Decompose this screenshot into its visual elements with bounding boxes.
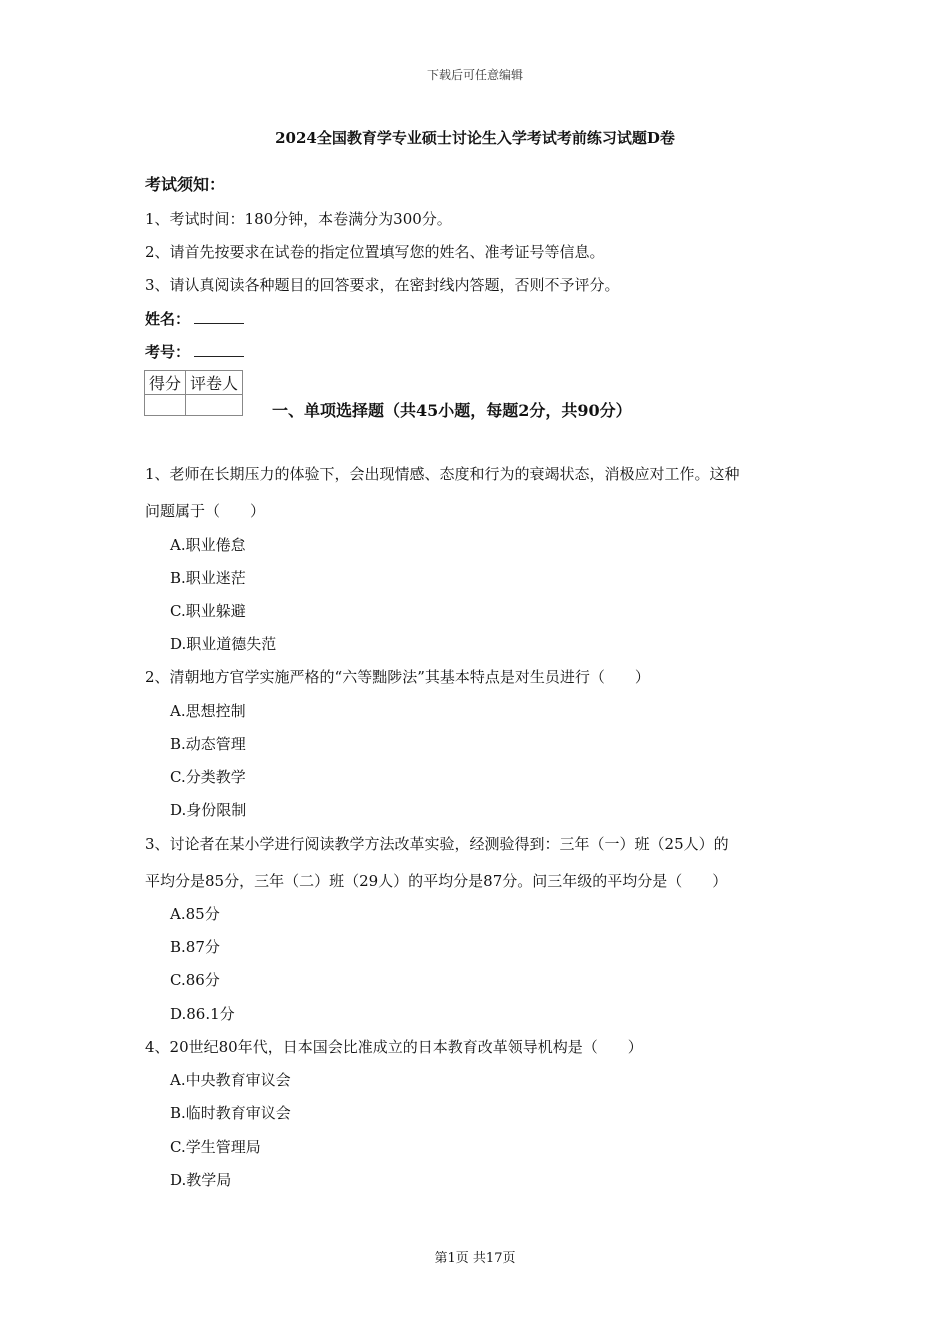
option-item: C.86分 xyxy=(170,971,220,989)
option-item: A.85分 xyxy=(170,905,220,923)
option-item: D.职业道德失范 xyxy=(170,635,277,653)
name-label: 姓名： xyxy=(145,310,191,328)
notice-item: 3、请认真阅读各种题目的回答要求，在密封线内答题，否则不予评分。 xyxy=(145,276,620,294)
score-table xyxy=(144,370,243,416)
grader-header: 评卷人 xyxy=(186,371,243,395)
option-item: A.职业倦怠 xyxy=(170,536,246,554)
option-item: D.身份限制 xyxy=(170,801,247,819)
option-item: A.中央教育审议会 xyxy=(170,1071,291,1089)
option-item: B.87分 xyxy=(170,938,220,956)
question-text: 问题属于（ ） xyxy=(145,502,266,520)
option-item: C.职业躲避 xyxy=(170,602,246,620)
question-text: 4、20世纪80年代，日本国会比准成立的日本教育改革领导机构是（ ） xyxy=(145,1038,643,1056)
question-text: 3、讨论者在某小学进行阅读教学方法改革实验，经测验得到：三年（一）班（25人）的 xyxy=(145,835,729,853)
score-header: 得分 xyxy=(145,371,186,395)
id-label: 考号： xyxy=(145,343,191,361)
id-field[interactable] xyxy=(145,341,244,362)
question-text: 1、老师在长期压力的体验下，会出现情感、态度和行为的衰竭状态，消极应对工作。这种 xyxy=(145,465,740,483)
option-item: D.86.1分 xyxy=(170,1005,235,1023)
name-field[interactable] xyxy=(145,308,244,329)
option-item: C.分类教学 xyxy=(170,768,246,786)
question-text: 2、清朝地方官学实施严格的“六等黜陟法”其基本特点是对生员进行（ ） xyxy=(145,668,650,686)
option-item: A.思想控制 xyxy=(170,702,246,720)
option-item: B.临时教育审议会 xyxy=(170,1104,291,1122)
header-note: 下载后可任意编辑 xyxy=(426,68,523,82)
name-blank[interactable] xyxy=(194,309,244,324)
id-blank[interactable] xyxy=(194,342,244,357)
option-item: B.职业迷茫 xyxy=(170,569,246,587)
page-footer: 第1页 共17页 xyxy=(434,1251,516,1266)
option-item: B.动态管理 xyxy=(170,735,246,753)
section-title: 一、单项选择题（共45小题，每题2分，共90分） xyxy=(272,401,632,420)
question-text: 平均分是85分，三年（二）班（29人）的平均分是87分。问三年级的平均分是（ ） xyxy=(145,872,728,890)
notice-heading: 考试须知： xyxy=(145,175,226,194)
notice-item: 2、请首先按要求在试卷的指定位置填写您的姓名、准考证号等信息。 xyxy=(145,243,605,261)
notice-item: 1、考试时间：180分钟，本卷满分为300分。 xyxy=(145,210,452,228)
option-item: C.学生管理局 xyxy=(170,1138,261,1156)
score-cell[interactable] xyxy=(145,395,186,416)
grader-cell[interactable] xyxy=(186,395,243,416)
document-title: 2024全国教育学专业硕士讨论生入学考试考前练习试题D卷 xyxy=(275,129,675,147)
option-item: D.教学局 xyxy=(170,1171,232,1189)
